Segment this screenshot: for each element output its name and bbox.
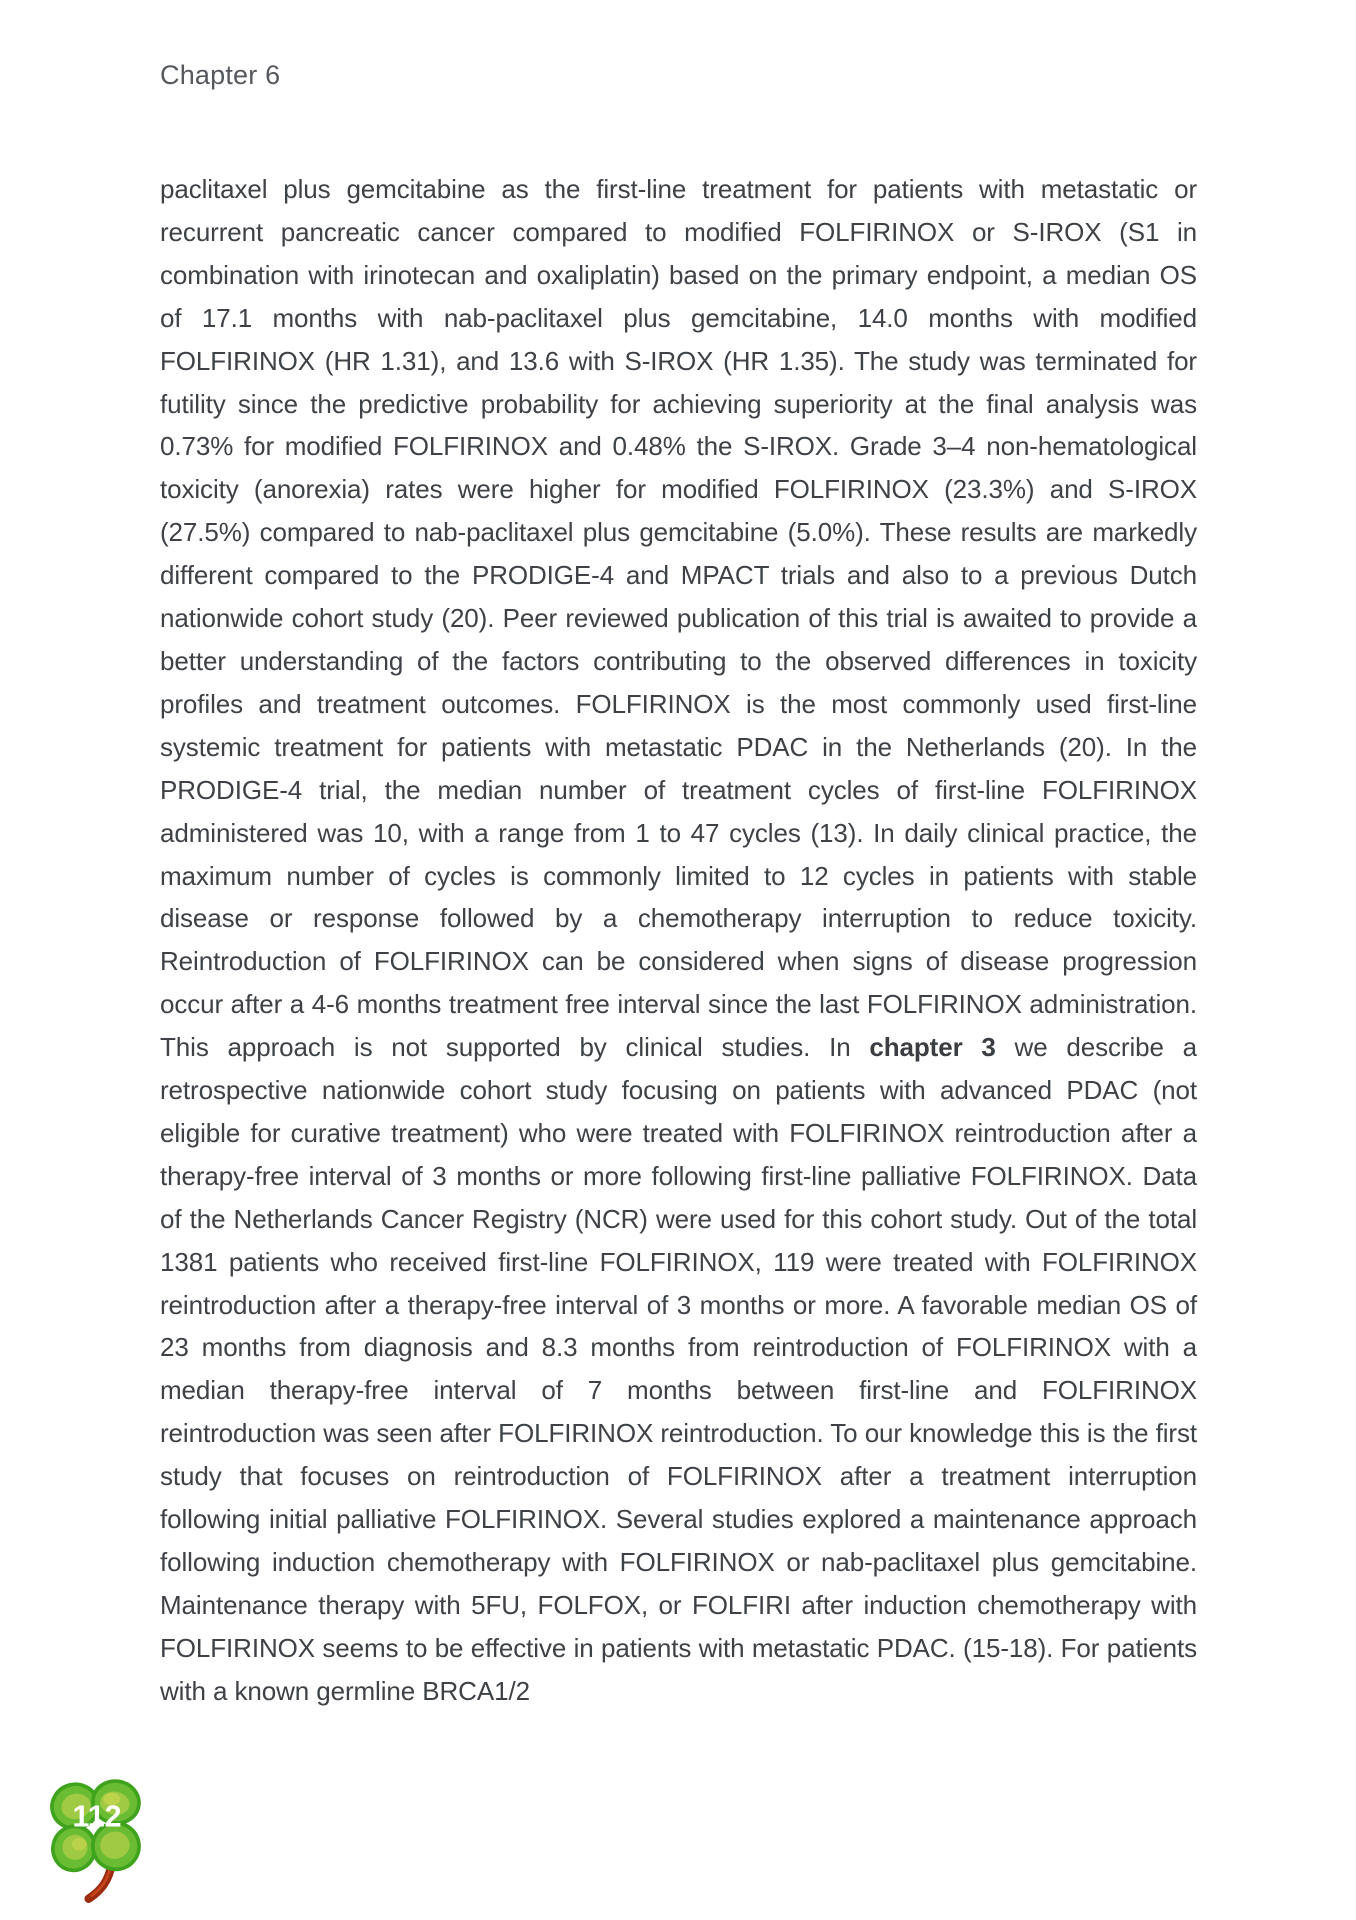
body-text-part1: paclitaxel plus gemcitabine as the first-line treatment for patients with metastatic or recurrent pancreatic cancer compared to modified FOLFIRINOX or S-IROX (S1 in combination with irinotecan and oxaliplatin) based on the primary endpoint, a median OS of 17.1 months with nab-paclitaxel plus gemcitabine, 14.0 months with modified FOLFIRINOX (HR 1.31), and 13.6 with S-IROX (HR 1.35). The study was terminated for futility since the predictive probability for achieving superiority at the final analysis was 0.73% for modified FOLFIRINOX and 0.48% the S-IROX. Grade 3–4 non-hematological toxicity (anorexia) rates were higher for modified FOLFIRINOX (23.3%) and S-IROX (27.5%) compared to nab-paclitaxel plus gemcitabine (5.0%). These results are markedly different compared to the PRODIGE-4 and MPACT trials and also to a previous Dutch nationwide cohort study (20). Peer reviewed publication of this trial is awaited to provide a better understanding of the factors contributing to the observed differences in toxicity profiles and treatment outcomes. FOLFIRINOX is the most commonly used first-line systemic treatment for patients with metastatic PDAC in the Netherlands (20). In the PRODIGE-4 trial, the median number of treatment cycles of first-line FOLFIRINOX administered was 10, with a range from 1 to 47 cycles (13). In daily clinical practice, the maximum number of cycles is commonly limited to 12 cycles in patients with stable disease or response followed by a chemotherapy interruption to reduce toxicity. Reintroduction of FOLFIRINOX can be considered when signs of disease progression occur after a 4-6 months treatment free interval since the last FOLFIRINOX administration. This approach is not supported by clinical studies. In (160, 174, 1197, 1063)
body-paragraph (160, 168, 1197, 1713)
clover-icon (50, 1778, 142, 1904)
chapter-3-reference: chapter 3 (869, 1032, 996, 1063)
page-number-clover (50, 1778, 142, 1904)
body-text-part2: we describe a retrospective nationwide cohort study focusing on patients with advanced PDAC (not eligible for curative treatment) who were treated with FOLFIRINOX reintroduction after a therapy-free interval of 3 months or more following first-line palliative FOLFIRINOX. Data of the Netherlands Cancer Registry (NCR) were used for this cohort study. Out of the total 1381 patients who received first-line FOLFIRINOX, 119 were treated with FOLFIRINOX reintroduction after a therapy-free interval of 3 months or more. A favorable median OS of 23 months from diagnosis and 8.3 months from reintroduction of FOLFIRINOX with a median therapy-free interval of 7 months between first-line and FOLFIRINOX reintroduction was seen after FOLFIRINOX reintroduction. To our knowledge this is the first study that focuses on reintroduction of FOLFIRINOX after a treatment interruption following initial palliative FOLFIRINOX. Several studies explored a maintenance approach following induction chemotherapy with FOLFIRINOX or nab-paclitaxel plus gemcitabine. Maintenance therapy with 5FU, FOLFOX, or FOLFIRI after induction chemotherapy with FOLFIRINOX seems to be effective in patients with metastatic PDAC. (15-18). For patients with a known germline BRCA1/2 (160, 1032, 1197, 1706)
chapter-header: Chapter 6 (160, 60, 281, 90)
page-number: 112 (72, 1799, 122, 1834)
